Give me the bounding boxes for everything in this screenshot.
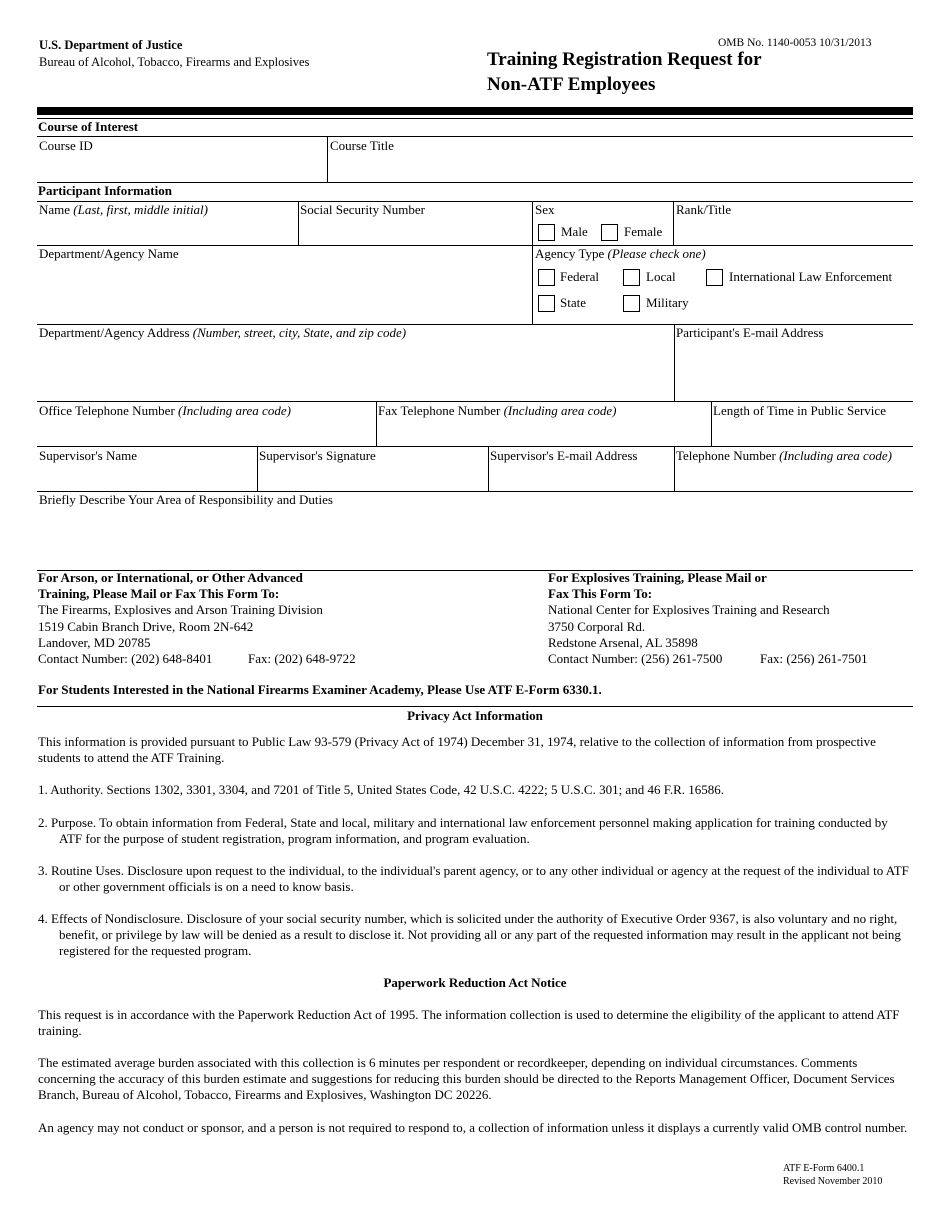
divider: [674, 446, 675, 492]
fax-hint: (Including area code): [503, 403, 617, 418]
federal-checkbox[interactable]: [538, 269, 555, 286]
footer-form-number: ATF E-Form 6400.1: [783, 1163, 865, 1174]
privacy-item-authority: 1. Authority. Sections 1302, 3301, 3304, and 7201 of Title 5, United States Code, 42 U.S.C. 4222; 5 U.S.C. 301; and 46 F.R. 16586.: [38, 782, 725, 797]
divider: [376, 401, 377, 447]
paperwork-p3: An agency may not conduct or sponsor, and a person is not required to respond to, a collection of information unless it displays a currently valid OMB control number.: [38, 1120, 908, 1135]
name-label-text: Name: [39, 202, 71, 217]
address-field[interactable]: [38, 343, 671, 399]
state-checkbox[interactable]: [538, 295, 555, 312]
male-checkbox[interactable]: [538, 224, 555, 241]
divider: [37, 401, 913, 402]
supervisor-name-field[interactable]: [38, 466, 254, 490]
divider: [37, 136, 913, 137]
divider: [532, 201, 533, 324]
privacy-intro: This information is provided pursuant to Public Law 93-579 (Privacy Act of 1974) December 31, 1974, relative to the collection of information from prospective students to attend the ATF Training.: [38, 734, 876, 765]
military-checkbox[interactable]: [623, 295, 640, 312]
paperwork-heading: Paperwork Reduction Act Notice: [383, 975, 567, 990]
supervisor-email-field[interactable]: [490, 466, 671, 490]
mail-left-fax: Fax: (202) 648-9722: [248, 651, 356, 666]
privacy-item-nondisclosure: 4. Effects of Nondisclosure. Disclosure of your social security number, which is solicited under the authority of Executive Order 9367, is also voluntary and no right, benefit, or privilege by law will be denied as a result to disclose it. Not providing all or any part of the requested information may result in the applicant not being registered for the requested program.: [38, 911, 901, 958]
name-label: [39, 202, 208, 217]
privacy-heading: Privacy Act Information: [407, 708, 543, 723]
mail-right-line2: 3750 Corporal Rd.: [548, 619, 646, 634]
divider: [327, 136, 328, 183]
supervisor-name-label: Supervisor's Name: [39, 448, 138, 463]
supervisor-signature-label: Supervisor's Signature: [259, 448, 376, 463]
federal-label: Federal: [560, 269, 599, 284]
agency-type-label: [535, 246, 706, 261]
participant-section-heading: Participant Information: [38, 183, 172, 198]
local-checkbox[interactable]: [623, 269, 640, 286]
paperwork-p2: The estimated average burden associated with this collection is 6 minutes per respondent or recordkeeper, depending on individual circumstances. Comments concerning the accuracy of this burden estimate and suggestions for reducing this burden should be directed to the Reports Management Officer, Document Services Branch, Bureau of Alcohol, Tobacco, Firearms and Explosives, Washington DC 20226.: [38, 1055, 895, 1102]
divider: [37, 706, 913, 707]
footer-revised: Revised November 2010: [783, 1176, 883, 1187]
address-hint: (Number, street, city, State, and zip code): [192, 325, 407, 340]
name-field[interactable]: [38, 220, 296, 244]
form-title-line2: Non-ATF Employees: [487, 74, 656, 95]
mail-left-line3: Landover, MD 20785: [38, 635, 151, 650]
course-title-label: Course Title: [330, 138, 394, 153]
mail-right-line3: Redstone Arsenal, AL 35898: [548, 635, 698, 650]
mail-left-line1: The Firearms, Explosives and Arson Training Division: [38, 602, 323, 617]
telephone-label-text: Telephone Number: [676, 448, 776, 463]
mail-left-heading2: Training, Please Mail or Fax This Form To:: [38, 586, 280, 601]
fax-field[interactable]: [378, 421, 708, 445]
length-service-field[interactable]: [713, 421, 910, 445]
sex-label: Sex: [535, 202, 555, 217]
divider: [37, 446, 913, 447]
divider: [674, 324, 675, 402]
duties-label: Briefly Describe Your Area of Responsibility and Duties: [39, 492, 333, 507]
rank-field[interactable]: [676, 220, 910, 244]
telephone-field[interactable]: [676, 466, 910, 490]
privacy-item-purpose: 2. Purpose. To obtain information from Federal, State and local, military and international law enforcement personnel making application for training conducted by ATF for the purpose of student registration, program information, and program evaluation.: [38, 815, 888, 846]
divider: [711, 401, 712, 447]
supervisor-signature-field[interactable]: [259, 466, 485, 490]
length-service-label: Length of Time in Public Service: [713, 403, 886, 418]
course-title-field[interactable]: [330, 155, 910, 181]
office-phone-hint: (Including area code): [178, 403, 291, 418]
office-phone-label-text: Office Telephone Number: [39, 403, 175, 418]
name-hint: (Last, first, middle initial): [73, 202, 209, 217]
omb-number: OMB No. 1140-0053 10/31/2013: [718, 37, 872, 49]
address-label-text: Department/Agency Address: [39, 325, 190, 340]
paperwork-p1: This request is in accordance with the Paperwork Reduction Act of 1995. The information collection is used to determine the eligibility of the applicant to attend ATF training.: [38, 1007, 900, 1038]
international-label: International Law Enforcement: [729, 269, 893, 284]
military-label: Military: [646, 295, 689, 310]
office-phone-field[interactable]: [38, 421, 372, 445]
course-id-field[interactable]: [38, 155, 326, 181]
female-label: Female: [624, 224, 663, 239]
divider: [37, 118, 913, 119]
divider: [298, 201, 299, 245]
fax-label: [378, 403, 616, 418]
dept-name-label: Department/Agency Name: [39, 246, 179, 261]
agency-type-label-text: Agency Type: [535, 246, 605, 261]
divider: [673, 201, 674, 245]
male-label: Male: [561, 224, 588, 239]
form-title-line1: Training Registration Request for: [487, 49, 762, 70]
mail-right-heading1: For Explosives Training, Please Mail or: [548, 570, 767, 585]
telephone-label: [676, 448, 892, 463]
ssn-label: Social Security Number: [300, 202, 425, 217]
ssn-field[interactable]: [300, 220, 530, 244]
bureau-name: Bureau of Alcohol, Tobacco, Firearms and Explosives: [39, 55, 310, 69]
agency-type-hint: (Please check one): [607, 246, 706, 261]
international-checkbox[interactable]: [706, 269, 723, 286]
department-name: U.S. Department of Justice: [39, 38, 183, 52]
students-note: For Students Interested in the National Firearms Examiner Academy, Please Use ATF E-Form 6330.1.: [38, 682, 602, 697]
mail-right-contact: Contact Number: (256) 261-7500: [548, 651, 723, 666]
fax-label-text: Fax Telephone Number: [378, 403, 501, 418]
mail-right-line1: National Center for Explosives Training and Research: [548, 602, 830, 617]
course-id-label: Course ID: [39, 138, 93, 153]
privacy-item-routine-uses: 3. Routine Uses. Disclosure upon request to the individual, to the individual's parent agency, or to any other individual or agency at the request of the individual to ATF or other government officials is on a need to know basis.: [38, 863, 909, 894]
course-section-heading: Course of Interest: [38, 119, 139, 134]
header-rule: [37, 107, 913, 115]
state-label: State: [560, 295, 586, 310]
local-label: Local: [646, 269, 676, 284]
mail-left-contact: Contact Number: (202) 648-8401: [38, 651, 213, 666]
divider: [488, 446, 489, 492]
supervisor-email-label: Supervisor's E-mail Address: [490, 448, 638, 463]
divider: [257, 446, 258, 492]
address-label: [39, 325, 406, 340]
email-label: Participant's E-mail Address: [676, 325, 824, 340]
office-phone-label: [39, 403, 291, 418]
dept-name-field[interactable]: [38, 264, 530, 322]
rank-label: Rank/Title: [676, 202, 732, 217]
duties-field[interactable]: [38, 510, 910, 568]
mail-left-line2: 1519 Cabin Branch Drive, Room 2N-642: [38, 619, 254, 634]
mail-right-fax: Fax: (256) 261-7501: [760, 651, 868, 666]
mail-right-heading2: Fax This Form To:: [548, 586, 653, 601]
email-field[interactable]: [676, 343, 910, 399]
female-checkbox[interactable]: [601, 224, 618, 241]
mail-left-heading1: For Arson, or International, or Other Advanced: [38, 570, 303, 585]
telephone-hint: (Including area code): [779, 448, 892, 463]
